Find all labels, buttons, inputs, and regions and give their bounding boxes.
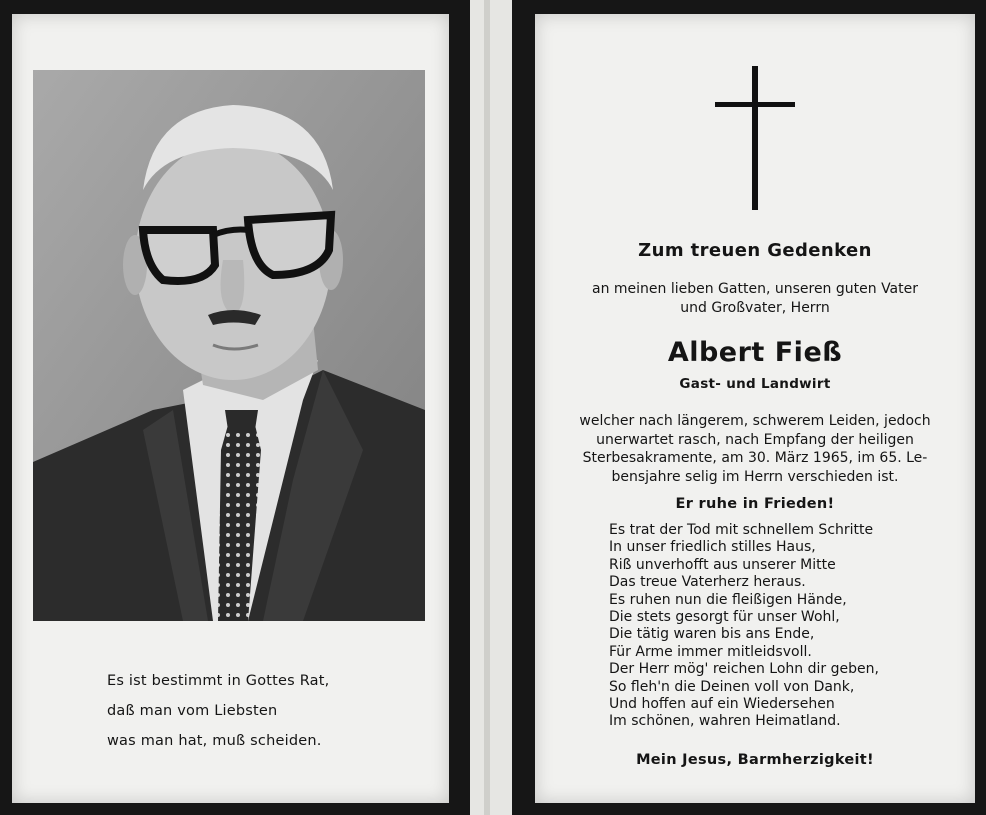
poem-line: Riß unverhofft aus unserer Mitte — [609, 556, 836, 573]
left-verse-line: Es ist bestimmt in Gottes Rat, — [107, 673, 330, 689]
rest-in-peace: Er ruhe in Frieden! — [675, 496, 835, 512]
poem-line: Und hoffen auf ein Wiedersehen — [609, 696, 835, 713]
left-verse-line: was man hat, muß scheiden. — [107, 733, 322, 749]
left-verse-line: daß man vom Liebsten — [107, 703, 278, 719]
poem-line: Die tätig waren bis ans Ende, — [609, 626, 815, 643]
left-card — [12, 14, 449, 803]
poem-line: Für Arme immer mitleidsvoll. — [609, 643, 812, 660]
poem-line: Der Herr mög' reichen Lohn dir geben, — [609, 661, 879, 678]
poem-line: In unser friedlich stilles Haus, — [609, 539, 816, 556]
obituary-text — [535, 412, 975, 486]
closing-prayer: Mein Jesus, Barmherzigkeit! — [636, 752, 874, 768]
right-card — [535, 14, 975, 803]
memorial-heading: Zum treuen Gedenken — [638, 240, 872, 261]
obituary-line: welcher nach längerem, schwerem Leiden, jedoch — [579, 413, 931, 429]
intro-line: an meinen lieben Gatten, unseren guten Vater — [591, 281, 918, 297]
cross-icon — [715, 66, 795, 210]
deceased-name: Albert Fieß — [667, 337, 843, 368]
obituary-line: Sterbesakramente, am 30. März 1965, im 65. Le- — [582, 450, 928, 466]
occupation: Gast- und Landwirt — [679, 376, 831, 392]
intro-text — [535, 280, 975, 318]
poem-line: Das treue Vaterherz heraus. — [609, 574, 806, 591]
memorial-poem — [609, 522, 939, 731]
poem-line: Es ruhen nun die fleißigen Hände, — [609, 591, 847, 608]
card-fold-gap — [470, 0, 512, 815]
poem-line: Die stets gesorgt für unser Wohl, — [609, 609, 840, 626]
obituary-line: unerwartet rasch, nach Empfang der heiligen — [596, 431, 914, 448]
poem-line: So fleh'n die Deinen voll von Dank, — [609, 678, 855, 695]
poem-line: Es trat der Tod mit schnellem Schritte — [609, 522, 874, 538]
portrait-photo — [33, 70, 425, 621]
intro-line: und Großvater, Herrn — [680, 300, 830, 316]
obituary-line: bensjahre selig im Herrn verschieden ist. — [611, 468, 899, 485]
left-verse — [107, 666, 427, 756]
poem-line: Im schönen, wahren Heimatland. — [609, 713, 841, 730]
